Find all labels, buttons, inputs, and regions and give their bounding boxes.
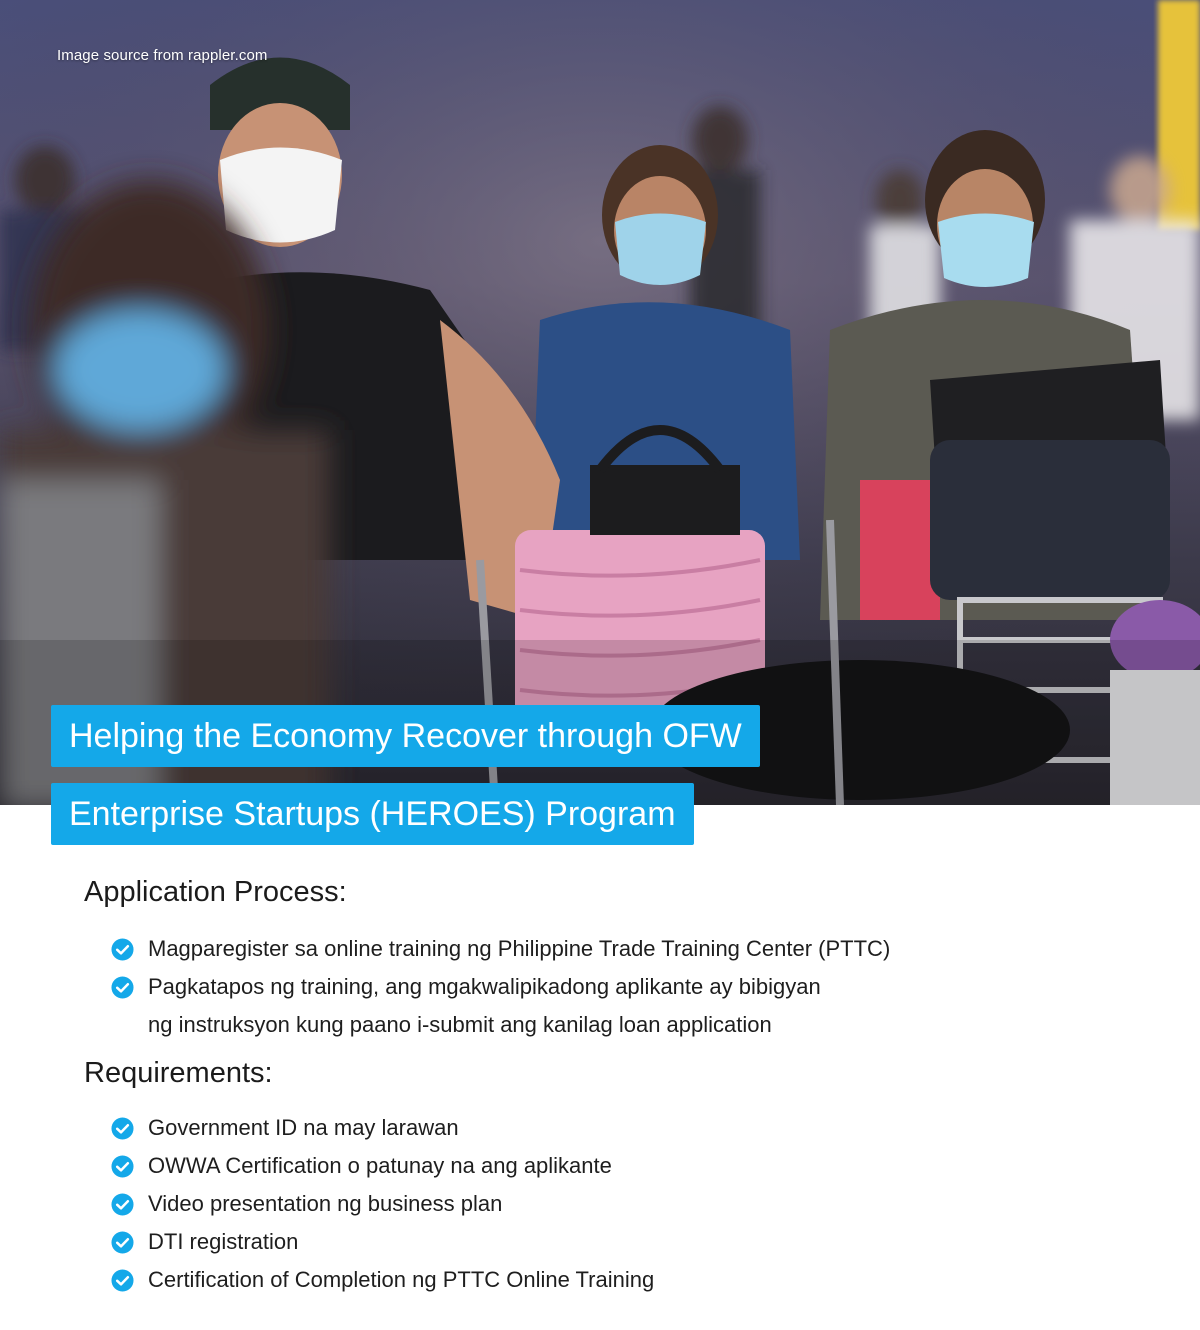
list-item (111, 1261, 654, 1299)
list-item-text: Government ID na may larawan (148, 1115, 459, 1140)
application-heading: Application Process: (84, 876, 347, 908)
list-item (111, 930, 890, 968)
requirements-list (111, 1109, 654, 1299)
check-circle-icon (111, 938, 134, 961)
list-item (111, 1109, 654, 1147)
check-circle-icon (111, 976, 134, 999)
application-list (111, 930, 890, 1044)
list-item-text: DTI registration (148, 1229, 299, 1254)
list-item (111, 1223, 654, 1261)
list-item-text: ng instruksyon kung paano i-submit ang kanilag loan application (148, 1012, 772, 1037)
list-item (111, 968, 890, 1006)
list-item-text: Video presentation ng business plan (148, 1191, 503, 1216)
title-line-1: Helping the Economy Recover through OFW (51, 705, 760, 767)
check-circle-icon (111, 1231, 134, 1254)
check-circle-icon (111, 1155, 134, 1178)
check-circle-icon (111, 1117, 134, 1140)
list-item-text: Pagkatapos ng training, ang mgakwalipikadong aplikante ay bibigyan (148, 974, 821, 999)
list-item-text: OWWA Certification o patunay na ang aplikante (148, 1153, 612, 1178)
list-item-text: Magparegister sa online training ng Philippine Trade Training Center (PTTC) (148, 936, 891, 961)
requirements-heading: Requirements: (84, 1057, 273, 1089)
check-circle-icon (111, 1269, 134, 1292)
list-item (111, 1147, 654, 1185)
title-line-2: Enterprise Startups (HEROES) Program (51, 783, 694, 845)
list-item-text: Certification of Completion ng PTTC Online Training (148, 1267, 655, 1292)
image-source-caption: Image source from rappler.com (57, 47, 268, 64)
list-item-continuation (111, 1006, 890, 1044)
check-circle-icon (111, 1193, 134, 1216)
list-item (111, 1185, 654, 1223)
